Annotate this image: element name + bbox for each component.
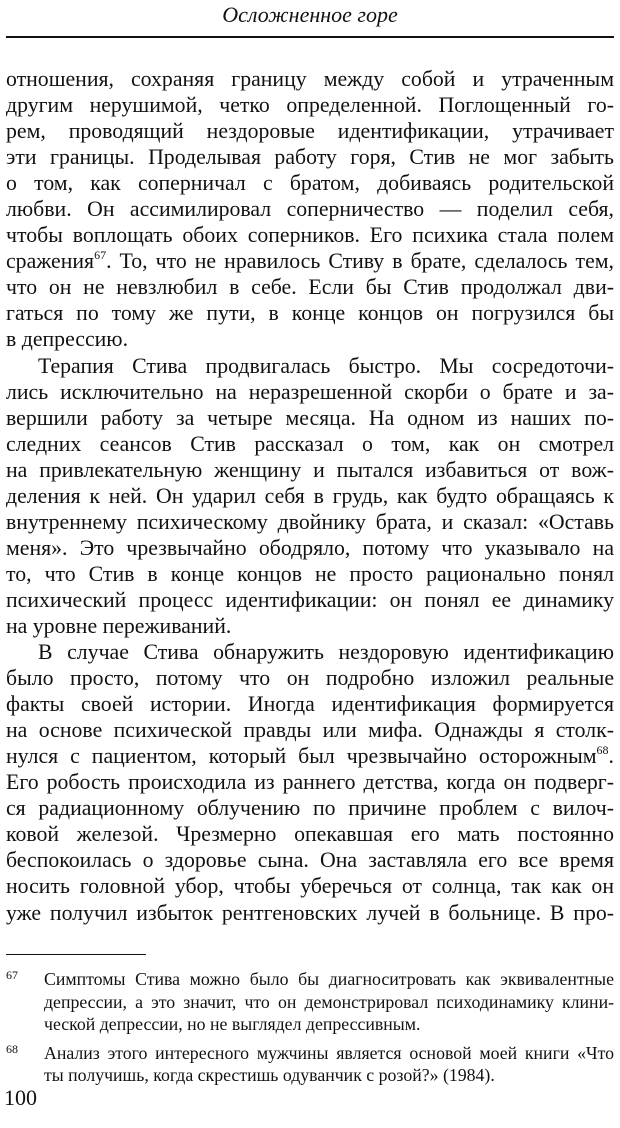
body-line: эти границы. Проделывая работу горя, Стив не мог забыть (6, 145, 614, 170)
body-line: рем, проводящий нездоровые идентификации, утрачивает (6, 119, 614, 144)
footnote-line: депрессии, а это значит, что он демонстрировал психодинамику клини- (44, 991, 614, 1012)
body-line: деления к ней. Он ударил себя в грудь, как будто обращаясь к (6, 483, 614, 508)
body-line: было просто, потому что он подробно изложил реальные (6, 666, 614, 691)
body-line: носить головной убор, чтобы уберечься от солнца, так как он (6, 874, 614, 899)
footnote-number: 67 (6, 968, 18, 982)
text-fragment: . То, что не нравилось Стиву в брате, сделалось тем, (106, 249, 614, 274)
running-header: Осложненное горе (222, 2, 398, 27)
footnote-line: Анализ этого интересного мужчины является основой моей книги «Что (44, 1042, 614, 1063)
footnote-rule (6, 954, 146, 955)
body-line: гаться по тому же пути, в конце концов он погрузился бы (6, 301, 614, 326)
footnote-number: 68 (6, 1041, 18, 1056)
body-line: следних сеансов Стив рассказал о том, как он смотрел (6, 431, 614, 456)
body-line: то, что Стив в конце концов не просто рационально понял (6, 561, 614, 586)
text-fragment: сражения (6, 249, 95, 274)
body-line: психический процесс идентификации: он понял ее динамику (6, 587, 614, 612)
body-line: на основе психической правды или мифа. Однажды я столк- (6, 718, 614, 743)
footnote-line: ческой депрессии, но не выглядел депрессивным. (44, 1014, 421, 1034)
body-line: чтобы воплощать обоих соперников. Его психика стала полем (6, 223, 614, 248)
body-line: ся радиационному облучению по причине проблем с вилоч- (6, 796, 614, 821)
footnotes (6, 968, 614, 1093)
text-fragment: . (608, 744, 614, 769)
body-line: о том, как соперничал с братом, добиваясь родительской (6, 171, 614, 196)
body-line: вершили работу за четыре месяца. На одном из наших по- (6, 405, 614, 430)
body-line: В случае Стива обнаружить нездоровую идентификацию (38, 640, 614, 665)
body-line: другим нерушимой, четко определенной. Поглощенный го- (6, 93, 614, 118)
footnote-line: ты получишь, когда скрестишь одуванчик с розой?» (1984). (44, 1065, 495, 1085)
body-line: лись исключительно на неразрешенной скорби о брате и за- (6, 379, 614, 404)
body-line: любви. Он ассимилировал соперничество — поделил себя, (6, 197, 614, 222)
body-line: меня». Это чрезвычайно ободряло, потому что указывало на (6, 535, 614, 560)
body-line: отношения, сохраняя границу между собой и утраченным (6, 67, 614, 91)
body-line: внутреннему психическому двойнику брата, и сказал: «Оставь (6, 509, 614, 534)
body-line: уже получил избыток рентгеновских лучей в больнице. В про- (6, 900, 614, 925)
footnote-line: Симптомы Стива можно было бы диагноситровать как эквивалентные (44, 969, 614, 989)
body-line: на привлекательную женщину и пытался избавиться от вож- (6, 457, 614, 482)
body-line (6, 248, 614, 274)
body-line (6, 743, 614, 769)
body-line: Терапия Стива продвигалась быстро. Мы сосредоточи- (38, 353, 614, 378)
text-fragment: нулся с пациентом, который был чрезвычайно осторожным (6, 744, 597, 769)
body-text (6, 66, 614, 926)
footnote-68 (6, 1042, 614, 1087)
footnote-ref-68[interactable]: 68 (596, 743, 609, 758)
body-line: в депрессию. (6, 327, 129, 352)
body-line: Его робость происходила из раннего детства, когда он подверг- (6, 770, 614, 795)
footnote-67 (6, 968, 614, 1036)
body-line: что он не невзлюбил в себе. Если бы Стив продолжал дви- (6, 275, 614, 300)
page-number: 100 (4, 1085, 37, 1110)
body-line: на уровне переживаний. (6, 613, 232, 638)
header-rule (6, 36, 614, 38)
footnote-ref-67[interactable]: 67 (94, 248, 107, 263)
body-line: факты своей истории. Иногда идентификация формируется (6, 692, 614, 717)
body-line: беспокоилась о здоровье сына. Она заставляла его все время (6, 848, 614, 873)
body-line: ковой железой. Чрезмерно опекавшая его мать постоянно (6, 822, 614, 847)
